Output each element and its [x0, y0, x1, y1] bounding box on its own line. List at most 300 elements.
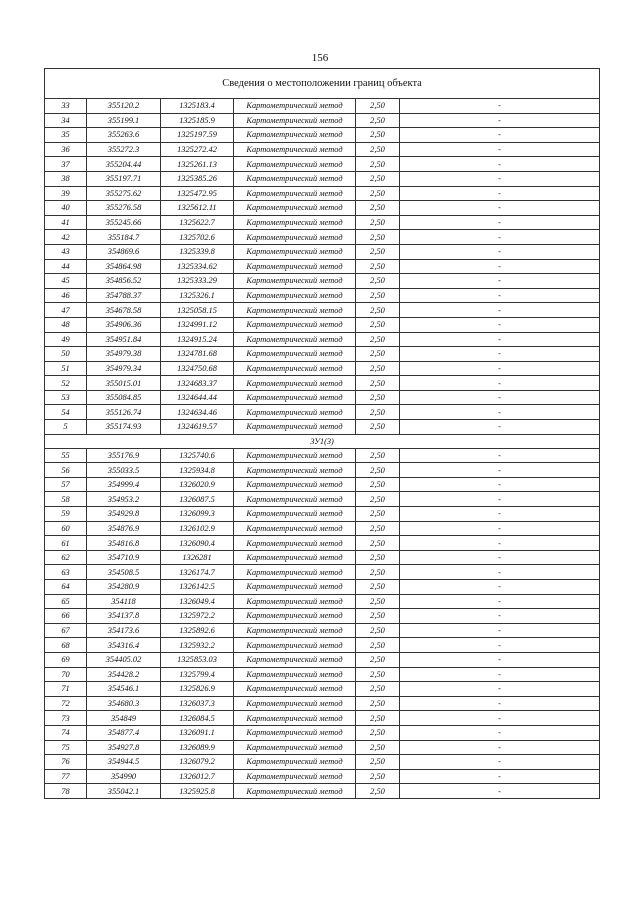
method: Картометрический метод — [234, 667, 356, 682]
y-coordinate: 1325934.8 — [161, 463, 234, 478]
table-row — [45, 99, 600, 114]
description: - — [400, 507, 600, 522]
y-coordinate: 1326084.5 — [161, 711, 234, 726]
description: - — [400, 201, 600, 216]
x-coordinate: 355033.5 — [87, 463, 161, 478]
table-row — [45, 784, 600, 799]
description: - — [400, 784, 600, 799]
point-number: 41 — [45, 215, 87, 230]
description: - — [400, 215, 600, 230]
x-coordinate: 354979.34 — [87, 361, 161, 376]
table-row — [45, 274, 600, 289]
accuracy: 2,50 — [356, 652, 400, 667]
x-coordinate: 354280.9 — [87, 580, 161, 595]
y-coordinate: 1325925.8 — [161, 784, 234, 799]
y-coordinate: 1325972.2 — [161, 609, 234, 624]
method: Картометрический метод — [234, 390, 356, 405]
x-coordinate: 354929.8 — [87, 507, 161, 522]
y-coordinate: 1324991.12 — [161, 317, 234, 332]
accuracy: 2,50 — [356, 171, 400, 186]
description: - — [400, 288, 600, 303]
description: - — [400, 521, 600, 536]
point-number: 76 — [45, 755, 87, 770]
description: - — [400, 142, 600, 157]
table-row — [45, 536, 600, 551]
accuracy: 2,50 — [356, 259, 400, 274]
accuracy: 2,50 — [356, 667, 400, 682]
description: - — [400, 157, 600, 172]
x-coordinate: 354316.4 — [87, 638, 161, 653]
description: - — [400, 492, 600, 507]
accuracy: 2,50 — [356, 507, 400, 522]
table-row — [45, 420, 600, 435]
accuracy: 2,50 — [356, 303, 400, 318]
accuracy: 2,50 — [356, 274, 400, 289]
table-row — [45, 390, 600, 405]
y-coordinate: 1325472.95 — [161, 186, 234, 201]
accuracy: 2,50 — [356, 740, 400, 755]
description: - — [400, 347, 600, 362]
method: Картометрический метод — [234, 594, 356, 609]
y-coordinate: 1324915.24 — [161, 332, 234, 347]
y-coordinate: 1325185.9 — [161, 113, 234, 128]
y-coordinate: 1325892.6 — [161, 623, 234, 638]
method: Картометрический метод — [234, 259, 356, 274]
point-number: 43 — [45, 244, 87, 259]
accuracy: 2,50 — [356, 317, 400, 332]
accuracy: 2,50 — [356, 711, 400, 726]
accuracy: 2,50 — [356, 347, 400, 362]
point-number: 78 — [45, 784, 87, 799]
table-row — [45, 652, 600, 667]
description: - — [400, 667, 600, 682]
accuracy: 2,50 — [356, 288, 400, 303]
accuracy: 2,50 — [356, 448, 400, 463]
accuracy: 2,50 — [356, 186, 400, 201]
description: - — [400, 390, 600, 405]
method: Картометрический метод — [234, 652, 356, 667]
table-row — [45, 332, 600, 347]
method: Картометрический метод — [234, 347, 356, 362]
x-coordinate: 354877.4 — [87, 725, 161, 740]
description: - — [400, 755, 600, 770]
x-coordinate: 355276.58 — [87, 201, 161, 216]
method: Картометрический метод — [234, 215, 356, 230]
method: Картометрический метод — [234, 288, 356, 303]
point-number: 38 — [45, 171, 87, 186]
accuracy: 2,50 — [356, 521, 400, 536]
table-row — [45, 448, 600, 463]
point-number: 34 — [45, 113, 87, 128]
method: Картометрический метод — [234, 740, 356, 755]
table-title-row — [45, 69, 600, 99]
accuracy: 2,50 — [356, 682, 400, 697]
table-row — [45, 171, 600, 186]
description: - — [400, 565, 600, 580]
x-coordinate: 354508.5 — [87, 565, 161, 580]
y-coordinate: 1325853.03 — [161, 652, 234, 667]
accuracy: 2,50 — [356, 201, 400, 216]
x-coordinate: 354944.5 — [87, 755, 161, 770]
description: - — [400, 171, 600, 186]
point-number: 44 — [45, 259, 87, 274]
x-coordinate: 355174.93 — [87, 420, 161, 435]
description: - — [400, 317, 600, 332]
accuracy: 2,50 — [356, 580, 400, 595]
description: - — [400, 725, 600, 740]
x-coordinate: 354927.8 — [87, 740, 161, 755]
y-coordinate: 1325272.42 — [161, 142, 234, 157]
table-row — [45, 696, 600, 711]
table-row — [45, 667, 600, 682]
accuracy: 2,50 — [356, 332, 400, 347]
method: Картометрический метод — [234, 303, 356, 318]
y-coordinate: 1326174.7 — [161, 565, 234, 580]
point-number: 67 — [45, 623, 87, 638]
section-label: ЗУ1(3) — [45, 434, 600, 448]
y-coordinate: 1325702.6 — [161, 230, 234, 245]
accuracy: 2,50 — [356, 609, 400, 624]
point-number: 36 — [45, 142, 87, 157]
x-coordinate: 355245.66 — [87, 215, 161, 230]
description: - — [400, 711, 600, 726]
x-coordinate: 355126.74 — [87, 405, 161, 420]
table-row — [45, 755, 600, 770]
description: - — [400, 448, 600, 463]
x-coordinate: 355084.85 — [87, 390, 161, 405]
x-coordinate: 354546.1 — [87, 682, 161, 697]
accuracy: 2,50 — [356, 755, 400, 770]
method: Картометрический метод — [234, 317, 356, 332]
point-number: 48 — [45, 317, 87, 332]
accuracy: 2,50 — [356, 376, 400, 391]
point-number: 69 — [45, 652, 87, 667]
x-coordinate: 354405.02 — [87, 652, 161, 667]
x-coordinate: 355272.3 — [87, 142, 161, 157]
accuracy: 2,50 — [356, 784, 400, 799]
description: - — [400, 463, 600, 478]
table-row — [45, 638, 600, 653]
y-coordinate: 1326102.9 — [161, 521, 234, 536]
method: Картометрический метод — [234, 711, 356, 726]
table-row — [45, 623, 600, 638]
point-number: 54 — [45, 405, 87, 420]
point-number: 35 — [45, 128, 87, 143]
y-coordinate: 1325612.11 — [161, 201, 234, 216]
table-row — [45, 594, 600, 609]
y-coordinate: 1325339.8 — [161, 244, 234, 259]
table-row — [45, 244, 600, 259]
method: Картометрический метод — [234, 405, 356, 420]
method: Картометрический метод — [234, 536, 356, 551]
x-coordinate: 355176.9 — [87, 448, 161, 463]
point-number: 33 — [45, 99, 87, 114]
accuracy: 2,50 — [356, 769, 400, 784]
point-number: 71 — [45, 682, 87, 697]
method: Картометрический метод — [234, 463, 356, 478]
y-coordinate: 1324619.57 — [161, 420, 234, 435]
description: - — [400, 376, 600, 391]
table-row — [45, 215, 600, 230]
x-coordinate: 354680.3 — [87, 696, 161, 711]
method: Картометрический метод — [234, 128, 356, 143]
description: - — [400, 99, 600, 114]
accuracy: 2,50 — [356, 215, 400, 230]
table-row — [45, 609, 600, 624]
section-row — [45, 434, 600, 448]
table-row — [45, 230, 600, 245]
point-number: 46 — [45, 288, 87, 303]
table-row — [45, 113, 600, 128]
method: Картометрический метод — [234, 171, 356, 186]
x-coordinate: 354849 — [87, 711, 161, 726]
x-coordinate: 354990 — [87, 769, 161, 784]
accuracy: 2,50 — [356, 99, 400, 114]
point-number: 62 — [45, 550, 87, 565]
y-coordinate: 1324750.68 — [161, 361, 234, 376]
method: Картометрический метод — [234, 157, 356, 172]
accuracy: 2,50 — [356, 361, 400, 376]
method: Картометрический метод — [234, 332, 356, 347]
method: Картометрический метод — [234, 725, 356, 740]
description: - — [400, 274, 600, 289]
y-coordinate: 1326037.3 — [161, 696, 234, 711]
y-coordinate: 1326142.5 — [161, 580, 234, 595]
table-title: Сведения о местоположении границ объекта — [45, 69, 600, 99]
accuracy: 2,50 — [356, 623, 400, 638]
point-number: 73 — [45, 711, 87, 726]
x-coordinate: 355275.62 — [87, 186, 161, 201]
description: - — [400, 420, 600, 435]
x-coordinate: 355120.2 — [87, 99, 161, 114]
point-number: 58 — [45, 492, 87, 507]
point-number: 60 — [45, 521, 87, 536]
x-coordinate: 354951.84 — [87, 332, 161, 347]
accuracy: 2,50 — [356, 463, 400, 478]
accuracy: 2,50 — [356, 405, 400, 420]
point-number: 66 — [45, 609, 87, 624]
x-coordinate: 354979.38 — [87, 347, 161, 362]
y-coordinate: 1325385.26 — [161, 171, 234, 186]
y-coordinate: 1324644.44 — [161, 390, 234, 405]
description: - — [400, 740, 600, 755]
x-coordinate: 355204.44 — [87, 157, 161, 172]
y-coordinate: 1326099.3 — [161, 507, 234, 522]
description: - — [400, 303, 600, 318]
y-coordinate: 1326049.4 — [161, 594, 234, 609]
table-row — [45, 565, 600, 580]
accuracy: 2,50 — [356, 565, 400, 580]
x-coordinate: 354428.2 — [87, 667, 161, 682]
table-row — [45, 142, 600, 157]
table-row — [45, 711, 600, 726]
method: Картометрический метод — [234, 550, 356, 565]
point-number: 77 — [45, 769, 87, 784]
x-coordinate: 355263.6 — [87, 128, 161, 143]
accuracy: 2,50 — [356, 638, 400, 653]
table-row — [45, 507, 600, 522]
description: - — [400, 332, 600, 347]
table-row — [45, 259, 600, 274]
point-number: 74 — [45, 725, 87, 740]
method: Картометрический метод — [234, 201, 356, 216]
accuracy: 2,50 — [356, 725, 400, 740]
point-number: 45 — [45, 274, 87, 289]
accuracy: 2,50 — [356, 696, 400, 711]
x-coordinate: 355042.1 — [87, 784, 161, 799]
y-coordinate: 1326090.4 — [161, 536, 234, 551]
point-number: 49 — [45, 332, 87, 347]
table-row — [45, 347, 600, 362]
y-coordinate: 1324634.46 — [161, 405, 234, 420]
method: Картометрический метод — [234, 623, 356, 638]
description: - — [400, 623, 600, 638]
point-number: 65 — [45, 594, 87, 609]
point-number: 47 — [45, 303, 87, 318]
point-number: 53 — [45, 390, 87, 405]
method: Картометрический метод — [234, 230, 356, 245]
x-coordinate: 354869.6 — [87, 244, 161, 259]
table-row — [45, 769, 600, 784]
description: - — [400, 769, 600, 784]
point-number: 63 — [45, 565, 87, 580]
description: - — [400, 477, 600, 492]
point-number: 55 — [45, 448, 87, 463]
accuracy: 2,50 — [356, 157, 400, 172]
table-row — [45, 550, 600, 565]
description: - — [400, 594, 600, 609]
point-number: 51 — [45, 361, 87, 376]
y-coordinate: 1326087.5 — [161, 492, 234, 507]
accuracy: 2,50 — [356, 390, 400, 405]
table-row — [45, 186, 600, 201]
accuracy: 2,50 — [356, 594, 400, 609]
method: Картометрический метод — [234, 361, 356, 376]
y-coordinate: 1325333.29 — [161, 274, 234, 289]
accuracy: 2,50 — [356, 492, 400, 507]
method: Картометрический метод — [234, 755, 356, 770]
method: Картометрический метод — [234, 244, 356, 259]
method: Картометрический метод — [234, 696, 356, 711]
method: Картометрический метод — [234, 142, 356, 157]
table-row — [45, 128, 600, 143]
table-row — [45, 682, 600, 697]
x-coordinate: 354864.98 — [87, 259, 161, 274]
method: Картометрический метод — [234, 113, 356, 128]
description: - — [400, 682, 600, 697]
boundary-coordinates-table — [44, 68, 600, 799]
description: - — [400, 638, 600, 653]
point-number: 52 — [45, 376, 87, 391]
table-row — [45, 580, 600, 595]
x-coordinate: 354876.9 — [87, 521, 161, 536]
point-number: 59 — [45, 507, 87, 522]
method: Картометрический метод — [234, 580, 356, 595]
point-number: 50 — [45, 347, 87, 362]
method: Картометрический метод — [234, 376, 356, 391]
table-row — [45, 492, 600, 507]
accuracy: 2,50 — [356, 142, 400, 157]
y-coordinate: 1326079.2 — [161, 755, 234, 770]
accuracy: 2,50 — [356, 536, 400, 551]
point-number: 42 — [45, 230, 87, 245]
description: - — [400, 536, 600, 551]
x-coordinate: 354137.8 — [87, 609, 161, 624]
description: - — [400, 652, 600, 667]
table-row — [45, 477, 600, 492]
description: - — [400, 405, 600, 420]
x-coordinate: 354118 — [87, 594, 161, 609]
description: - — [400, 696, 600, 711]
description: - — [400, 113, 600, 128]
point-number: 70 — [45, 667, 87, 682]
table-row — [45, 521, 600, 536]
point-number: 5 — [45, 420, 87, 435]
y-coordinate: 1326089.9 — [161, 740, 234, 755]
accuracy: 2,50 — [356, 477, 400, 492]
accuracy: 2,50 — [356, 230, 400, 245]
method: Картометрический метод — [234, 769, 356, 784]
table-row — [45, 376, 600, 391]
x-coordinate: 354788.37 — [87, 288, 161, 303]
method: Картометрический метод — [234, 638, 356, 653]
y-coordinate: 1325932.2 — [161, 638, 234, 653]
y-coordinate: 1325058.15 — [161, 303, 234, 318]
description: - — [400, 128, 600, 143]
table-row — [45, 463, 600, 478]
accuracy: 2,50 — [356, 244, 400, 259]
x-coordinate: 354999.4 — [87, 477, 161, 492]
method: Картометрический метод — [234, 521, 356, 536]
y-coordinate: 1326020.9 — [161, 477, 234, 492]
method: Картометрический метод — [234, 420, 356, 435]
point-number: 40 — [45, 201, 87, 216]
y-coordinate: 1326281 — [161, 550, 234, 565]
point-number: 57 — [45, 477, 87, 492]
table-row — [45, 288, 600, 303]
table-row — [45, 725, 600, 740]
x-coordinate: 354953.2 — [87, 492, 161, 507]
accuracy: 2,50 — [356, 113, 400, 128]
method: Картометрический метод — [234, 682, 356, 697]
description: - — [400, 609, 600, 624]
x-coordinate: 355197.71 — [87, 171, 161, 186]
table-row — [45, 405, 600, 420]
method: Картометрический метод — [234, 477, 356, 492]
description: - — [400, 244, 600, 259]
point-number: 75 — [45, 740, 87, 755]
x-coordinate: 354906.36 — [87, 317, 161, 332]
method: Картометрический метод — [234, 784, 356, 799]
method: Картометрический метод — [234, 99, 356, 114]
y-coordinate: 1325326.1 — [161, 288, 234, 303]
accuracy: 2,50 — [356, 550, 400, 565]
table-row — [45, 740, 600, 755]
point-number: 37 — [45, 157, 87, 172]
y-coordinate: 1325622.7 — [161, 215, 234, 230]
y-coordinate: 1326091.1 — [161, 725, 234, 740]
description: - — [400, 259, 600, 274]
x-coordinate: 354710.9 — [87, 550, 161, 565]
point-number: 39 — [45, 186, 87, 201]
point-number: 68 — [45, 638, 87, 653]
description: - — [400, 580, 600, 595]
y-coordinate: 1324683.37 — [161, 376, 234, 391]
y-coordinate: 1325799.4 — [161, 667, 234, 682]
y-coordinate: 1325334.62 — [161, 259, 234, 274]
table-row — [45, 303, 600, 318]
description: - — [400, 550, 600, 565]
